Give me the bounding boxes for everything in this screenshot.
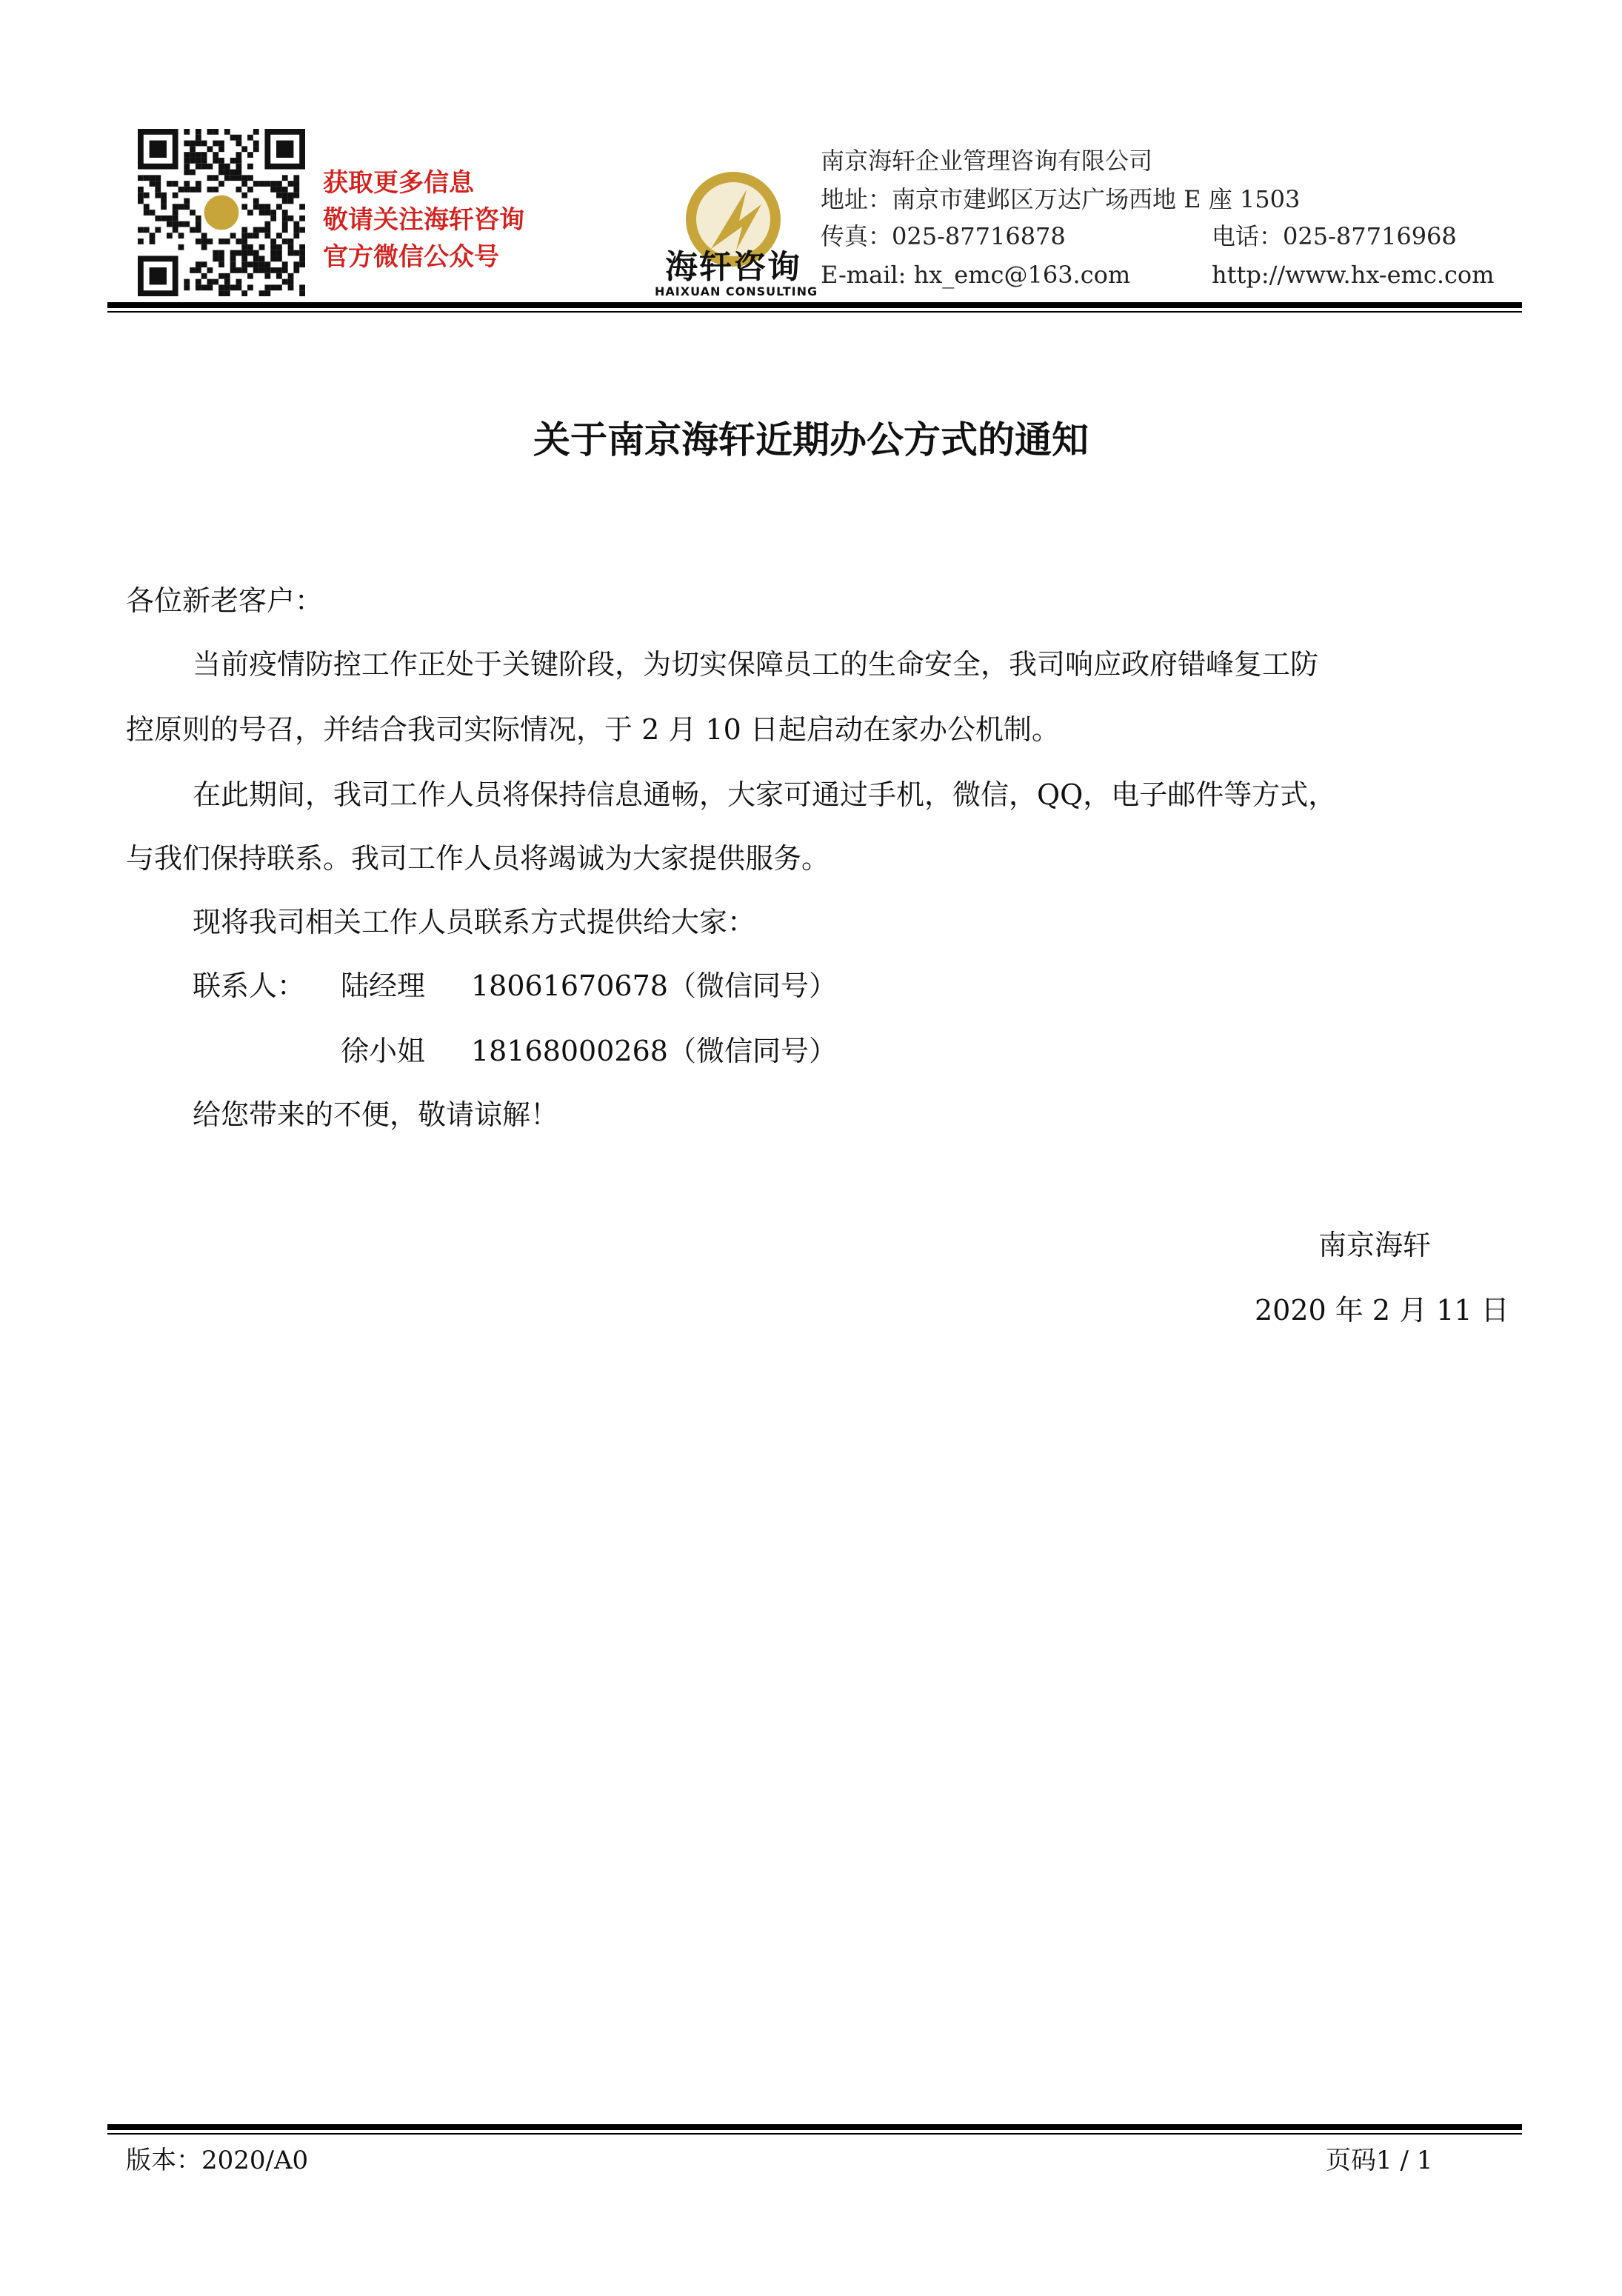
signature: 南京海轩	[1318, 1229, 1432, 1261]
contact-2-phone: 18168000268（微信同号）	[471, 1035, 837, 1067]
logo-english-text: HAIXUAN CONSULTING	[655, 284, 818, 298]
promo-line-2: 敬请关注海轩咨询	[323, 205, 524, 235]
company-address: 地址：南京市建邺区万达广场西地 E 座 1503	[821, 185, 1301, 213]
paragraph-2-line-1: 在此期间，我司工作人员将保持信息通畅，大家可通过手机，微信，QQ，电子邮件等方式，	[193, 778, 1337, 811]
salutation: 各位新老客户：	[126, 584, 324, 617]
footer-rule-thin	[107, 2133, 1522, 2135]
paragraph-3: 现将我司相关工作人员联系方式提供给大家：	[193, 906, 756, 938]
company-phone: 电话：025-87716968	[1212, 222, 1457, 250]
document-date: 2020 年 2 月 11 日	[1255, 1294, 1509, 1326]
paragraph-2-line-2: 与我们保持联系。我司工作人员将竭诚为大家提供服务。	[126, 842, 830, 875]
footer-version: 版本：2020/A0	[126, 2146, 309, 2175]
promo-line-3: 官方微信公众号	[323, 242, 499, 272]
promo-line-1: 获取更多信息	[323, 168, 474, 198]
header-rule-thin	[107, 311, 1522, 313]
contact-1-name: 陆经理	[341, 970, 426, 1002]
contact-2-name: 徐小姐	[341, 1035, 426, 1067]
company-email: E-mail: hx_emc@163.com	[821, 261, 1131, 289]
company-website: http://www.hx-emc.com	[1212, 261, 1495, 289]
company-name: 南京海轩企业管理咨询有限公司	[821, 147, 1153, 175]
contacts-label: 联系人：	[193, 970, 306, 1002]
company-fax: 传真：025-87716878	[821, 222, 1066, 250]
qr-code-icon	[138, 129, 305, 296]
document-title: 关于南京海轩近期办公方式的通知	[533, 418, 1089, 461]
header-rule-thick	[107, 302, 1522, 308]
footer-page-number: 页码1 / 1	[1326, 2146, 1433, 2175]
paragraph-1-line-1: 当前疫情防控工作正处于关键阶段，为切实保障员工的生命安全，我司响应政府错峰复工防	[193, 648, 1319, 681]
contact-1-phone: 18061670678（微信同号）	[471, 970, 837, 1002]
closing-line: 给您带来的不便，敬请谅解！	[193, 1098, 559, 1131]
logo-chinese-text: 海轩咨询	[665, 248, 801, 286]
footer-rule-thick	[107, 2124, 1522, 2130]
paragraph-1-line-2: 控原则的号召，并结合我司实际情况，于 2 月 10 日起启动在家办公机制。	[126, 713, 1060, 746]
